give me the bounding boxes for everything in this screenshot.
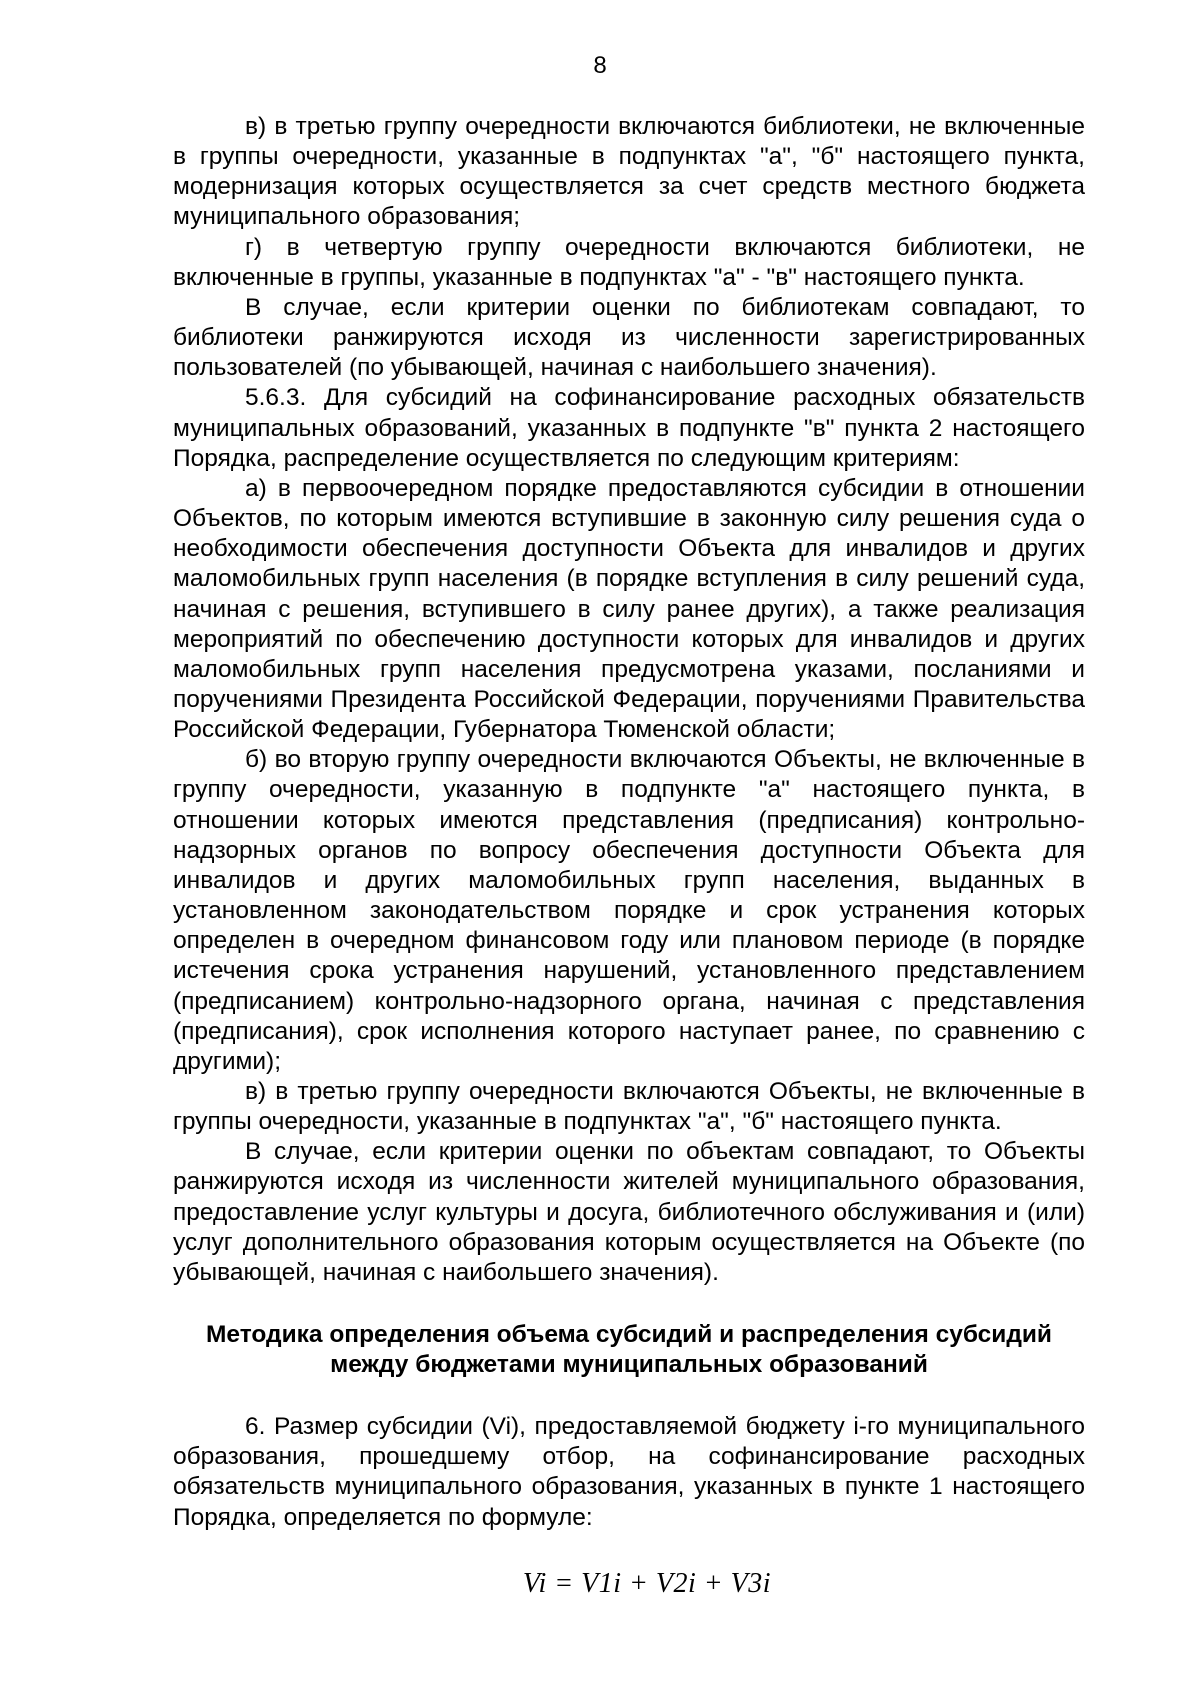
document-body xyxy=(173,112,1085,1601)
paragraph-object-ranking: В случае, если критерии оценки по объектам совпадают, то Объекты ранжируются исходя из численности жителей муниципального образования, предоставление услуг культуры и досуга, библиотечного обслуживания и (или) услуг дополнительного образования которым осуществляется на Объекте (по убывающей, начиная с наибольшего значения). xyxy=(173,1138,1085,1286)
paragraph-library-group-g: г) в четвертую группу очередности включаются библиотеки, не включенные в группы, указанные в подпунктах "а" - "в" настоящего пункта. xyxy=(173,233,1085,291)
section-heading-line-2: между бюджетами муниципальных образований xyxy=(330,1351,928,1379)
section-heading xyxy=(173,1320,1085,1380)
paragraph-object-group-v: в) в третью группу очередности включаются Объекты, не включенные в группы очередности, указанные в подпунктах "а", "б" настоящего пункта. xyxy=(173,1078,1085,1136)
paragraph-library-group-v: в) в третью группу очередности включаются библиотеки, не включенные в группы очередности, указанные в подпунктах "а", "б" настоящего пункта, модернизация которых осуществляется за счет средств местного бюджета муниципального образования; xyxy=(173,113,1085,231)
page-number: 8 xyxy=(593,52,607,79)
paragraph-clause-5-6-3: 5.6.3. Для субсидий на софинансирование расходных обязательств муниципальных образований, указанных в подпункте "в" пункта 2 настоящего Порядка, распределение осуществляется по следующим критериям: xyxy=(173,384,1085,472)
paragraph-object-group-a: а) в первоочередном порядке предоставляются субсидии в отношении Объектов, по которым имеются вступившие в законную силу решения суда о необходимости обеспечения доступности Объекта для инвалидов и других маломобильных групп населения (в порядке вступления в силу решений суда, начиная с решения, вступившего в силу ранее других), а также реализация мероприятий по обеспечению доступности которых для инвалидов и других маломобильных групп населения предусмотрена указами, посланиями и поручениями Президента Российской Федерации, поручениями Правительства Российской Федерации, Губернатора Тюменской области; xyxy=(173,474,1085,744)
subsidy-formula: Vi = V1i + V2i + V3i xyxy=(522,1567,772,1599)
paragraph-library-ranking: В случае, если критерии оценки по библиотекам совпадают, то библиотеки ранжируются исходя из численности зарегистрированных пользователей (по убывающей, начиная с наибольшего значения). xyxy=(173,293,1085,382)
section-heading-line-1: Методика определения объема субсидий и распределения субсидий xyxy=(205,1321,1052,1349)
paragraph-clause-6: 6. Размер субсидии (Vi), предоставляемой бюджету i-го муниципального образования, прошедшему отбор, на софинансирование расходных обязательств муниципального образования, указанных в пункте 1 настоящего Порядка, определяется по формуле: xyxy=(173,1413,1085,1531)
paragraph-object-group-b: б) во вторую группу очередности включаются Объекты, не включенные в группу очередности, указанную в подпункте "а" настоящего пункта, в отношении которых имеются представления (предписания) контрольно-надзорных органов по вопросу обеспечения доступности Объекта для инвалидов и других маломобильных групп населения, выданных в установленном законодательством порядке и срок устранения которых определен в очередном финансовом году или плановом периоде (в порядке истечения срока устранения нарушений, установленного представлением (предписанием) контрольно-надзорного органа, начиная с представления (предписания), срок исполнения которого наступает ранее, по сравнению с другими); xyxy=(173,746,1085,1075)
